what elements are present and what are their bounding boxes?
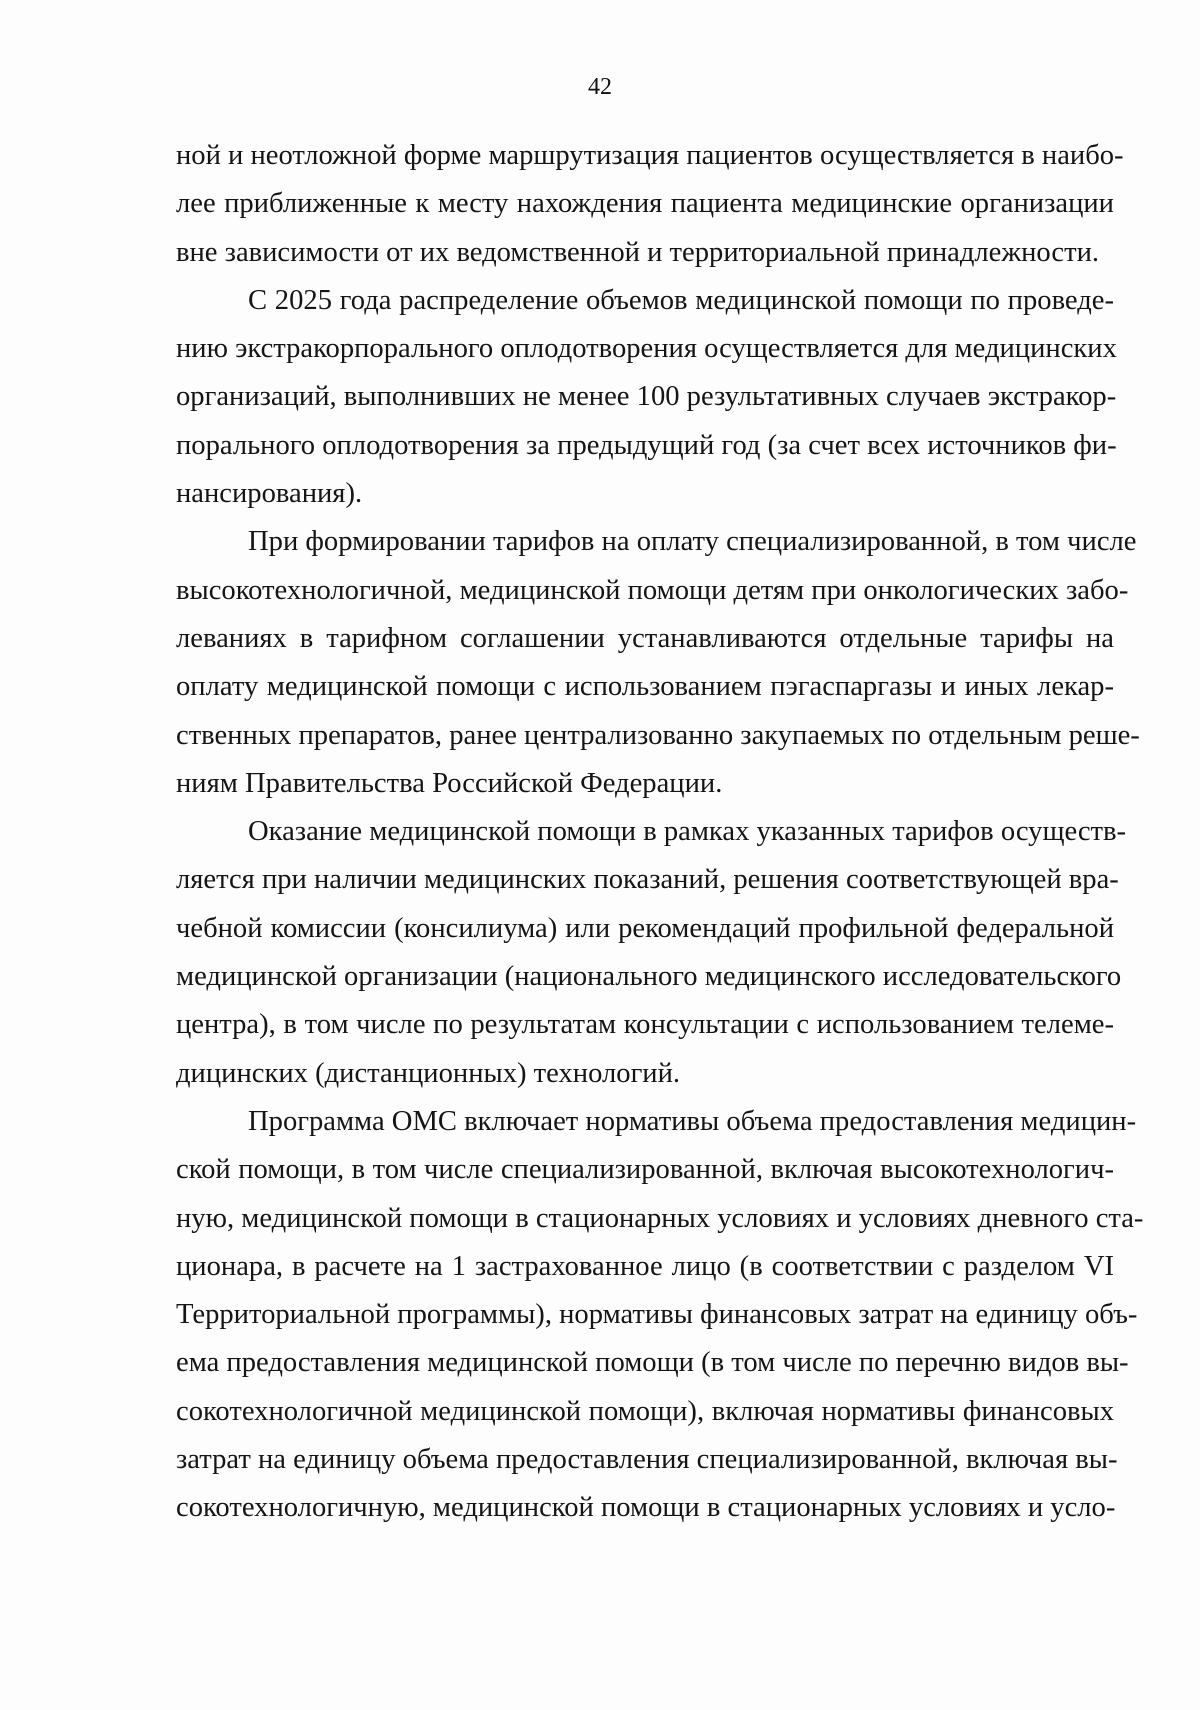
text-line: сокотехнологичную, медицинской помощи в стационарных условиях и усло- — [176, 1492, 1116, 1524]
text-line: ема предоставления медицинской помощи (в том числе по перечню видов вы- — [176, 1347, 1129, 1379]
text-line: ниям Правительства Российской Федерации. — [176, 767, 723, 799]
text-line: высокотехнологичной, медицинской помощи детям при онкологических забо- — [176, 574, 1129, 606]
text-line: медицинской организации (национального медицинского исследовательского — [176, 961, 1122, 993]
text-line: ляется при наличии медицинских показаний, решения соответствующей вра- — [176, 864, 1119, 896]
text-line: лее приближенные к месту нахождения пациента медицинские организации — [176, 188, 1114, 220]
text-line: Оказание медицинской помощи в рамках указанных тарифов осуществ- — [248, 816, 1127, 848]
paragraph-ivf-volumes — [176, 277, 1117, 518]
text-line: порального оплодотворения за предыдущий год (за счет всех источников фи- — [176, 429, 1117, 461]
paragraph-medical-care — [176, 808, 1127, 1098]
text-line: ную, медицинской помощи в стационарных условиях и условиях дневного ста- — [176, 1202, 1144, 1234]
text-line: оплату медицинской помощи с использованием пэгаспаргазы и иных лекар- — [176, 671, 1114, 703]
text-line: ной и неотложной форме маршрутизация пациентов осуществляется в наибо- — [176, 140, 1124, 171]
text-line: При формировании тарифов на оплату специализированной, в том числе — [248, 526, 1137, 558]
page-number: 42 — [588, 74, 612, 100]
text-line: ционара, в расчете на 1 застрахованное лицо (в соответствии с разделом VI — [176, 1250, 1114, 1282]
document-body — [176, 132, 1144, 1533]
text-line: нию экстракорпорального оплодотворения осуществляется для медицинских — [176, 333, 1117, 365]
paragraph-oms-program — [176, 1098, 1144, 1533]
text-line: леваниях в тарифном соглашении устанавливаются отдельные тарифы на — [176, 622, 1114, 654]
paragraph-tariffs — [176, 518, 1140, 808]
text-line: нансирования). — [176, 478, 363, 510]
text-line: С 2025 года распределение объемов медицинской помощи по проведе- — [248, 284, 1114, 316]
text-line: дицинских (дистанционных) технологий. — [176, 1057, 681, 1089]
text-line: ственных препаратов, ранее централизованно закупаемых по отдельным реше- — [176, 719, 1140, 751]
text-line: затрат на единицу объема предоставления специализированной, включая вы- — [176, 1444, 1118, 1476]
text-line: сокотехнологичной медицинской помощи), включая нормативы финансовых — [176, 1395, 1114, 1427]
text-line: центра), в том числе по результатам консультации с использованием телеме- — [176, 1009, 1114, 1041]
text-line: чебной комиссии (консилиума) или рекомендаций профильной федеральной — [176, 912, 1114, 944]
text-line: Территориальной программы), нормативы финансовых затрат на единицу объ- — [176, 1299, 1138, 1331]
text-line: организаций, выполнивших не менее 100 результативных случаев экстракор- — [176, 381, 1117, 413]
paragraph-continuation — [176, 132, 1124, 277]
text-line: ской помощи, в том числе специализированной, включая высокотехнологич- — [176, 1154, 1114, 1186]
text-line: Программа ОМС включает нормативы объема предоставления медицин- — [248, 1105, 1137, 1137]
text-line: вне зависимости от их ведомственной и территориальной принадлежности. — [176, 236, 1100, 268]
